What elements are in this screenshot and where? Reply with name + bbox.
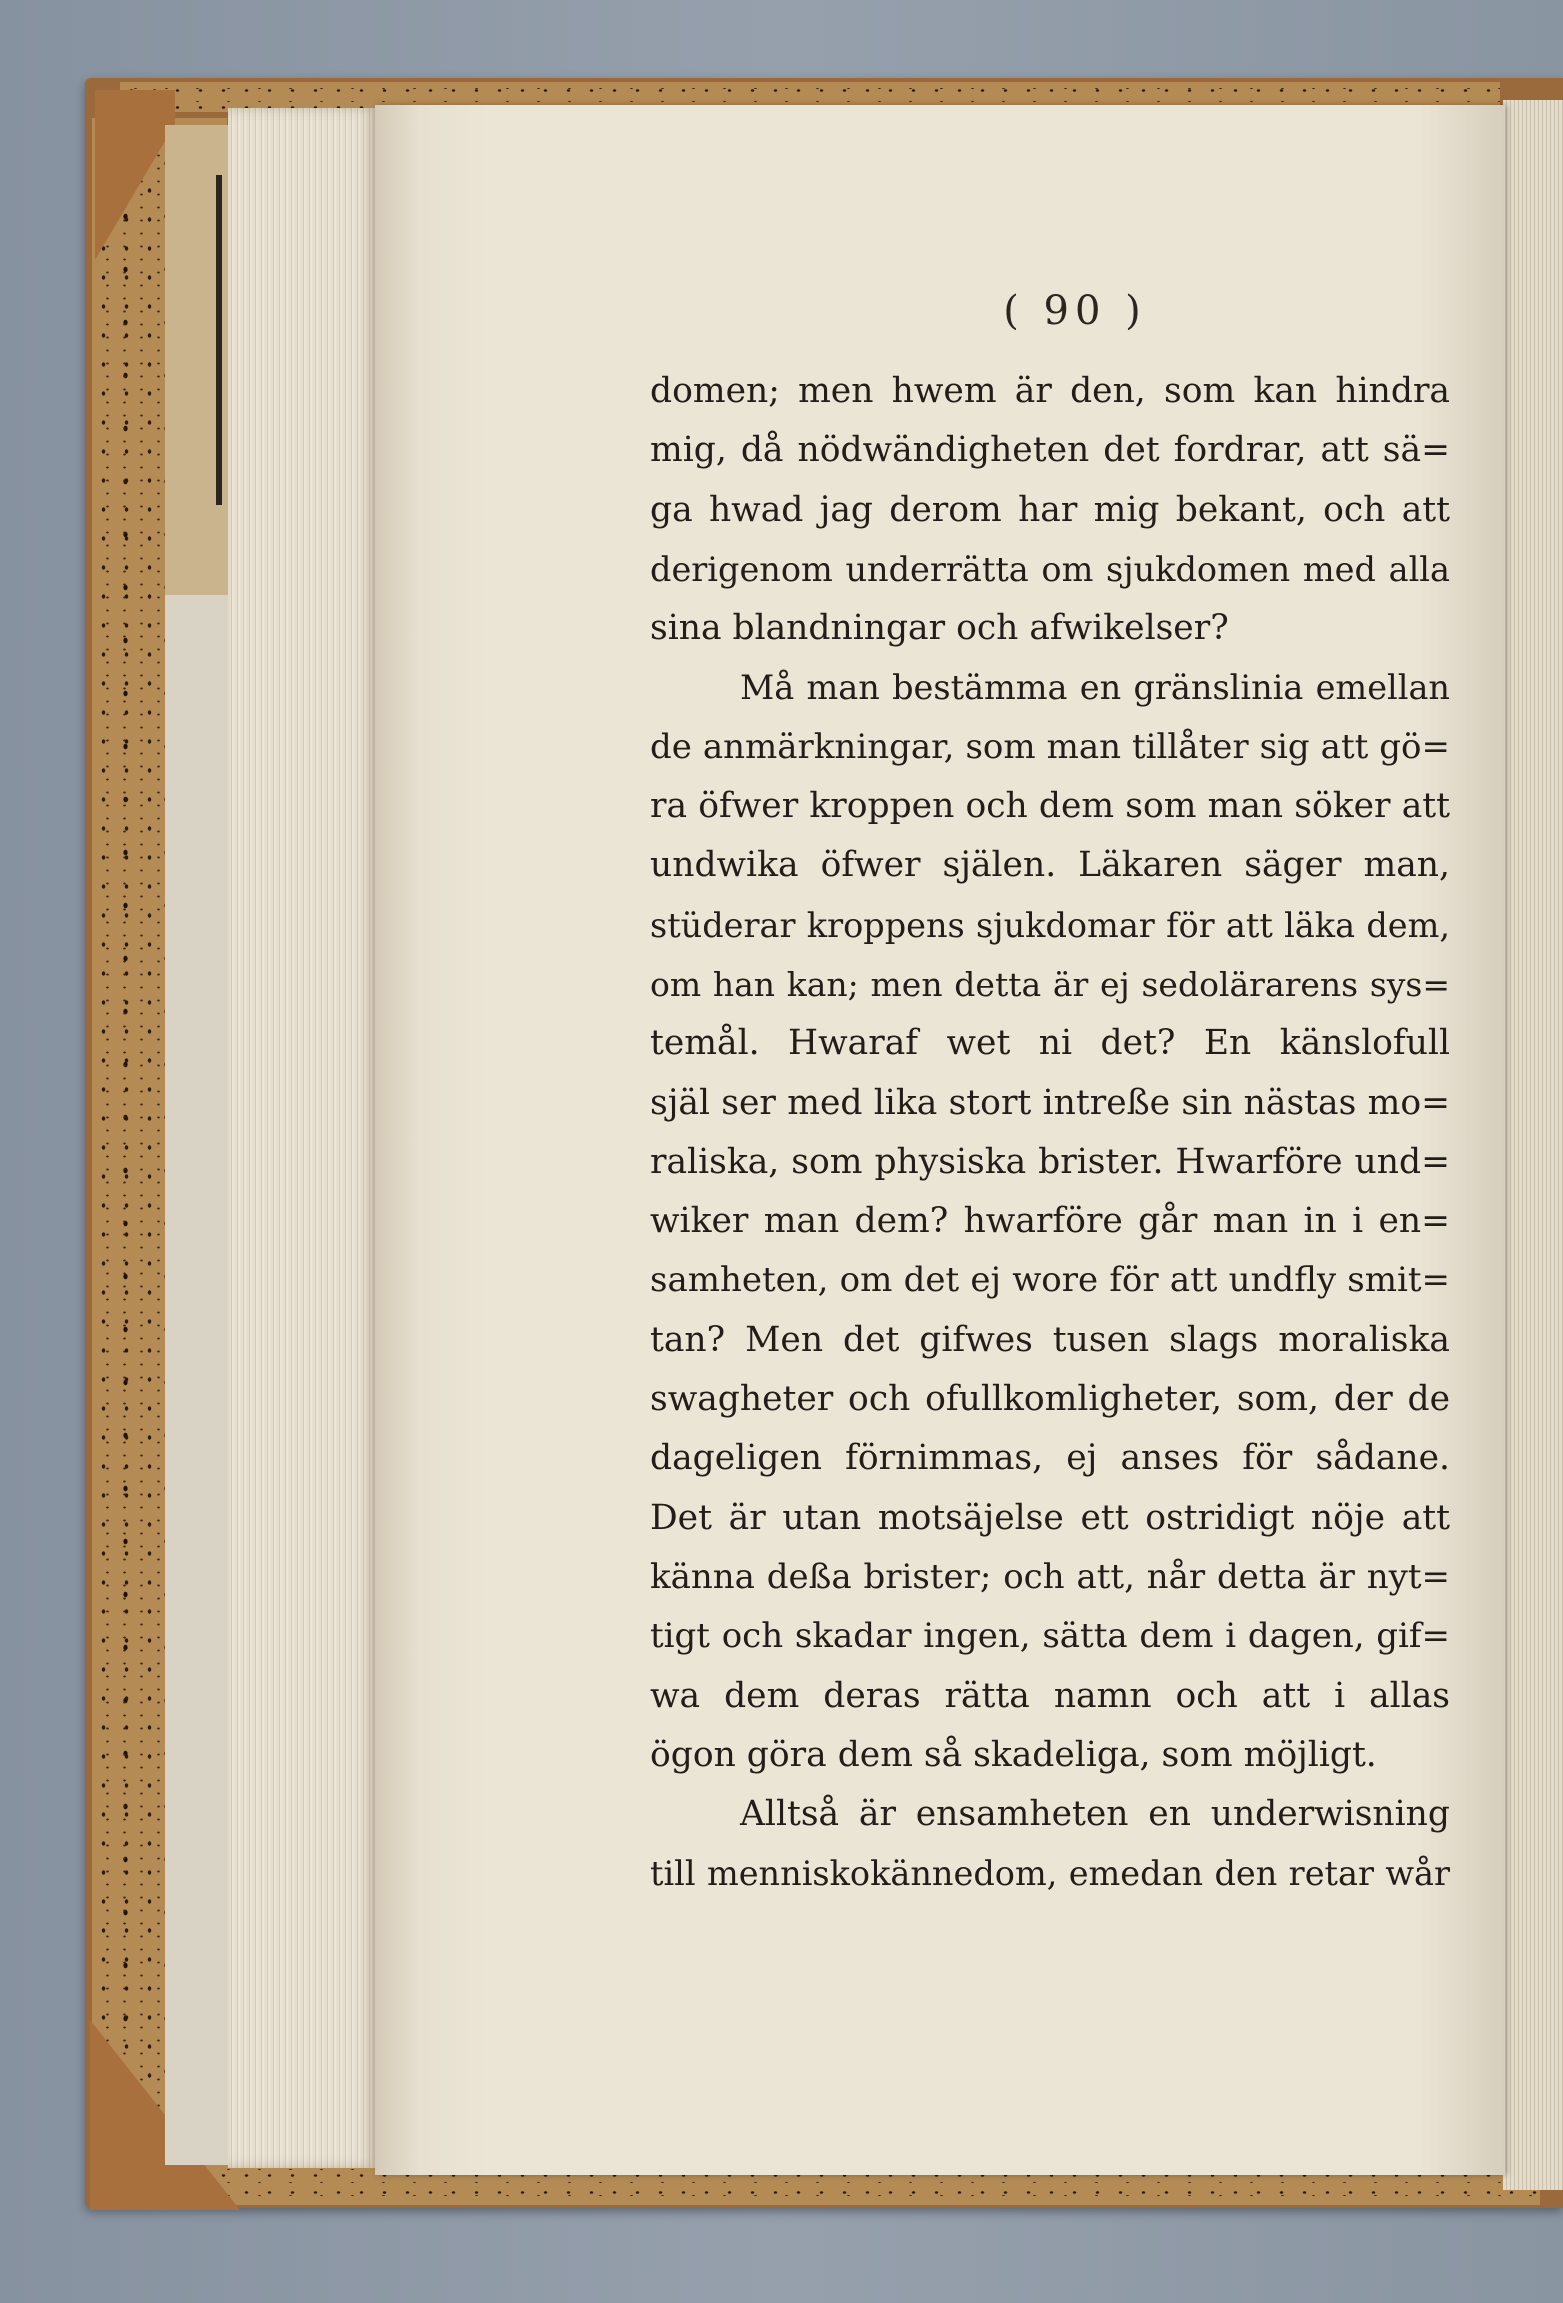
page-number: ( 90 ) xyxy=(1003,288,1147,334)
page-block-edges xyxy=(228,108,378,2168)
endpaper-mark xyxy=(216,175,222,505)
text-line: wa dem deras rätta namn och att i allas xyxy=(650,1675,1450,1716)
text-line: Alltså är ensamheten en underwisning xyxy=(740,1794,1450,1835)
text-line: tan? Men det gifwes tusen slags moraliska xyxy=(650,1319,1450,1360)
text-line: om han kan; men detta är ej sedolärarens sys= xyxy=(650,964,1450,1004)
text-line: till menniskokännedom, emedan den retar wår xyxy=(650,1854,1450,1894)
text-line: domen; men hwem är den, som kan hindra xyxy=(650,371,1450,411)
text-line: känna deßa brister; och att, når detta är nyt= xyxy=(650,1556,1450,1597)
text-line: stüderar kroppens sjukdomar för att läka dem, xyxy=(650,905,1450,945)
text-line: sina blandningar och afwikelser? xyxy=(650,608,1229,649)
text-line: temål. Hwaraf wet ni det? En känslofull xyxy=(650,1023,1450,1064)
text-line: wiker man dem? hwarföre går man in i en= xyxy=(650,1201,1450,1242)
page-block-right-edge xyxy=(1503,100,1563,2190)
text-line: själ ser med lika stort intreße sin nästas mo= xyxy=(650,1082,1450,1123)
text-line: mig, då nödwändigheten det fordrar, att sä= xyxy=(650,430,1450,471)
text-line: ra öfwer kroppen och dem som man söker att xyxy=(650,786,1450,827)
text-line: ga hwad jag derom har mig bekant, och att xyxy=(650,489,1450,530)
page-text xyxy=(650,362,1450,1904)
text-line: Må man bestämma en gränslinia emellan xyxy=(740,668,1450,708)
text-line: ögon göra dem så skadeliga, som möjligt. xyxy=(650,1734,1377,1775)
text-line: derigenom underrätta om sjukdomen med alla xyxy=(650,549,1450,589)
text-line: swagheter och ofullkomligheter, som, der de xyxy=(650,1379,1450,1420)
text-line: raliska, som physiska brister. Hwarföre und= xyxy=(650,1141,1450,1182)
text-line: Det är utan motsäjelse ett ostridigt nöje att xyxy=(650,1497,1450,1538)
text-line: tigt och skadar ingen, sätta dem i dagen, gif= xyxy=(650,1616,1450,1657)
text-line: undwika öfwer själen. Läkaren säger man, xyxy=(650,845,1450,886)
text-line: samheten, om det ej wore för att undfly smit= xyxy=(650,1260,1450,1301)
text-line: de anmärkningar, som man tillåter sig att gö= xyxy=(650,726,1450,767)
text-line: dageligen förnimmas, ej anses för sådane. xyxy=(650,1438,1450,1479)
